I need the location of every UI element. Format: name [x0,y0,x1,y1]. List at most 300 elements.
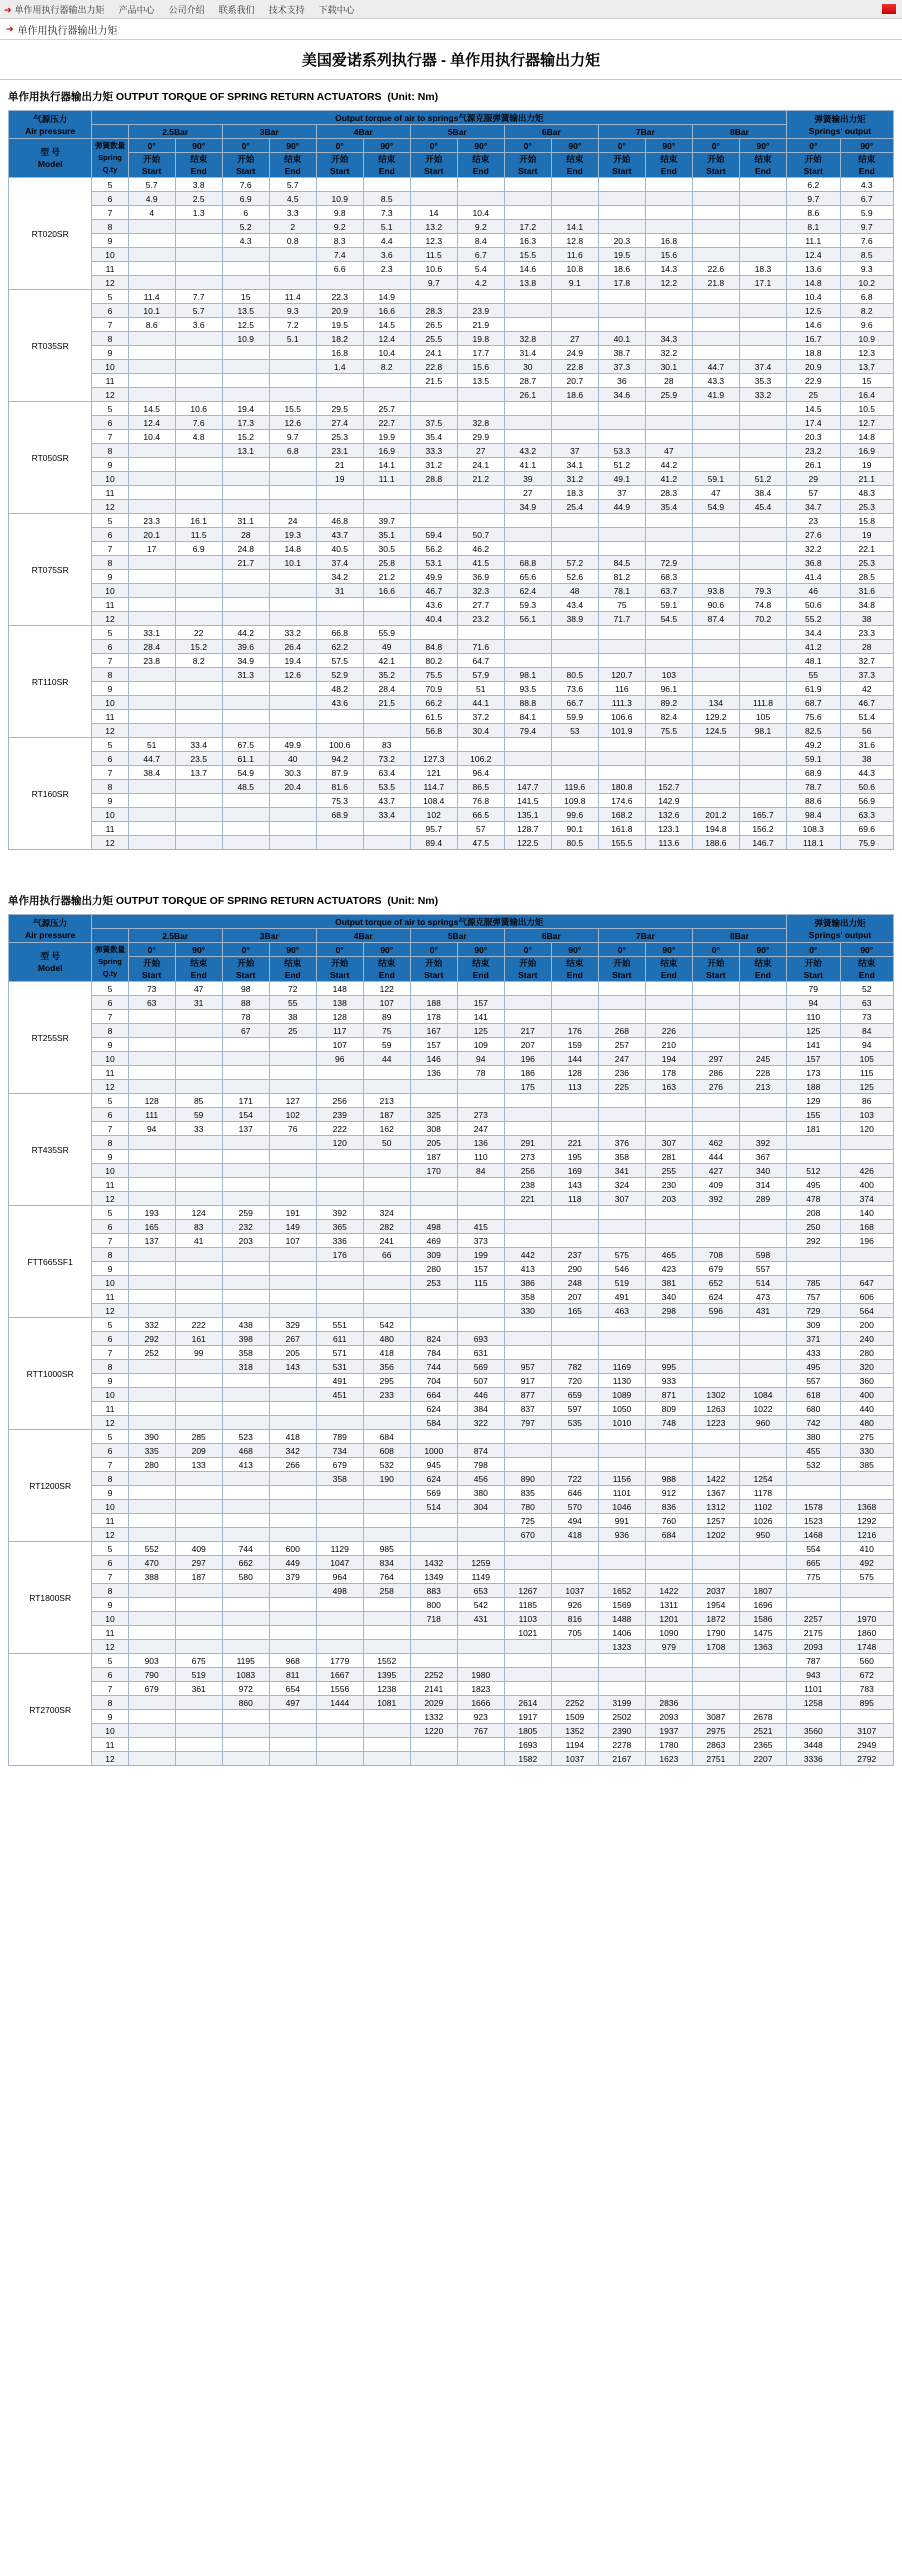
torque-cell: 281 [645,1150,692,1164]
torque-cell [504,1234,551,1248]
torque-cell: 7.7 [175,290,222,304]
torque-cell [504,1206,551,1220]
spring-qty-cell: 7 [92,1682,128,1696]
torque-cell: 38.4 [128,766,175,780]
table-row [9,752,894,766]
torque-cell: 532 [363,1458,410,1472]
torque-cell [645,178,692,192]
torque-cell: 88 [222,996,269,1010]
torque-cell [222,346,269,360]
torque-cell: 110 [457,1150,504,1164]
torque-cell: 1022 [739,1402,786,1416]
torque-cell: 2175 [787,1626,840,1640]
torque-cell: 8.3 [316,234,363,248]
torque-cell: 107 [269,1234,316,1248]
torque-cell: 462 [692,1136,739,1150]
torque-cell: 42.1 [363,654,410,668]
torque-cell: 259 [222,1206,269,1220]
torque-cell [175,1262,222,1276]
torque-cell: 221 [504,1192,551,1206]
torque-cell: 824 [410,1332,457,1346]
start-end-4a: 开始 Start [504,153,551,178]
torque-cell [739,570,786,584]
table-row [9,808,894,822]
torque-cell [504,1108,551,1122]
torque-cell: 39 [504,472,551,486]
torque-cell: 1292 [840,1514,894,1528]
torque-cell [175,360,222,374]
torque-cell [457,626,504,640]
torque-cell: 304 [457,1500,504,1514]
torque-cell [551,1332,598,1346]
spring-qty-cell: 12 [92,500,128,514]
torque-cell: 41.4 [787,570,840,584]
torque-cell [128,612,175,626]
torque-cell [739,542,786,556]
torque-cell [739,1444,786,1458]
torque-cell [692,654,739,668]
torque-cell: 38 [840,612,894,626]
model-cn-2: 型 号 [40,951,60,961]
torque-cell: 41.9 [692,388,739,402]
torque-cell: 542 [363,1318,410,1332]
torque-cell: 33 [175,1122,222,1136]
start-end-2-sp-a: 开始 Start [787,957,840,982]
torque-cell: 23.5 [175,752,222,766]
torque-cell [316,724,363,738]
torque-cell: 1220 [410,1724,457,1738]
start-end-2-2a: 开始 Start [316,957,363,982]
spring-qty-cell: 12 [92,1416,128,1430]
torque-cell: 1954 [692,1598,739,1612]
table-row [9,514,894,528]
torque-cell [457,388,504,402]
torque-cell [269,1598,316,1612]
torque-cell [128,1514,175,1528]
torque-cell: 13.6 [787,262,840,276]
start-end-2-0a: 开始 Start [128,957,175,982]
torque-cell: 21 [316,458,363,472]
spring-qty-cell: 12 [92,276,128,290]
torque-cell [504,318,551,332]
torque-cell: 84.5 [598,556,645,570]
torque-cell: 4.4 [363,234,410,248]
torque-cell: 531 [316,1360,363,1374]
torque-cell: 136 [410,1066,457,1080]
spring-qty-cell: 5 [92,738,128,752]
nav-item-2[interactable]: 联系我们 [218,4,255,15]
model-cell: RT2700SR [9,1654,92,1766]
torque-cell: 143 [551,1178,598,1192]
torque-cell: 14 [410,206,457,220]
torque-cell: 14.6 [504,262,551,276]
torque-cell: 423 [645,1262,692,1276]
torque-cell: 2093 [645,1710,692,1724]
angle-90-h6: 90° [739,139,786,153]
spring-qty-cell: 10 [92,584,128,598]
torque-cell: 248 [551,1276,598,1290]
torque-cell: 102 [269,1108,316,1122]
torque-cell: 180.8 [598,780,645,794]
torque-cell [457,402,504,416]
torque-cell: 1468 [787,1528,840,1542]
spring-qty-cell: 6 [92,1556,128,1570]
torque-cell [692,1542,739,1556]
torque-cell [316,1276,363,1290]
torque-cell: 1395 [363,1668,410,1682]
torque-cell: 2.5 [175,192,222,206]
torque-cell [645,1444,692,1458]
angle-0-h5: 0° [598,139,645,153]
torque-cell: 59.4 [410,528,457,542]
torque-cell: 25.8 [363,556,410,570]
torque-cell: 1101 [787,1682,840,1696]
torque-cell: 532 [787,1458,840,1472]
model-en: Model [37,159,63,169]
torque-cell [175,1290,222,1304]
table-row [9,1192,894,1206]
torque-cell [739,1234,786,1248]
torque-cell: 39.6 [222,640,269,654]
torque-cell [316,1626,363,1640]
nav-item-0[interactable]: 产品中心 [118,4,155,15]
spring-qty-cell: 8 [92,780,128,794]
spring-qty-cell: 6 [92,996,128,1010]
torque-cell: 162 [363,1122,410,1136]
spring-qty-cell: 6 [92,1668,128,1682]
torque-cell [504,1668,551,1682]
torque-cell: 291 [504,1136,551,1150]
torque-cell [316,1612,363,1626]
torque-cell: 945 [410,1458,457,1472]
torque-cell: 1089 [598,1388,645,1402]
torque-cell: 245 [739,1052,786,1066]
torque-cell [692,458,739,472]
table-row [9,682,894,696]
torque-cell: 187 [363,1108,410,1122]
torque-cell: 98.4 [787,808,840,822]
torque-cell [645,528,692,542]
nav-item-4[interactable]: 下载中心 [318,4,355,15]
torque-cell: 273 [457,1108,504,1122]
torque-cell [175,668,222,682]
torque-cell: 35.4 [410,430,457,444]
torque-cell: 2390 [598,1724,645,1738]
torque-cell: 780 [504,1500,551,1514]
torque-cell [598,1430,645,1444]
torque-cell [316,1262,363,1276]
torque-cell: 89.2 [645,696,692,710]
torque-cell [269,458,316,472]
torque-cell: 297 [692,1052,739,1066]
torque-cell: 40.4 [410,612,457,626]
table-row [9,738,894,752]
torque-cell [363,1150,410,1164]
spring-qty-cell: 9 [92,1374,128,1388]
torque-cell: 32.7 [840,654,894,668]
torque-cell [692,1570,739,1584]
torque-cell: 834 [363,1556,410,1570]
torque-cell [787,1710,840,1724]
torque-cell: 88.6 [787,794,840,808]
start-end-2-5a: 开始 Start [598,957,645,982]
torque-cell: 373 [457,1234,504,1248]
air-pressure-en: Air pressure [25,125,76,136]
torque-cell [175,388,222,402]
springs-output-header-2 [787,915,894,943]
torque-cell [128,346,175,360]
torque-cell: 33.2 [269,626,316,640]
torque-cell: 24.8 [222,542,269,556]
torque-cell: 358 [598,1150,645,1164]
torque-cell [598,1332,645,1346]
torque-cell: 268 [598,1024,645,1038]
table-row [9,444,894,458]
torque-cell [739,192,786,206]
torque-cell: 2521 [739,1724,786,1738]
torque-cell: 514 [739,1276,786,1290]
table-row [9,1038,894,1052]
torque-cell: 1578 [787,1500,840,1514]
torque-cell [598,178,645,192]
torque-cell [316,1150,363,1164]
torque-cell: 53.5 [363,780,410,794]
torque-cell: 35.1 [363,528,410,542]
torque-cell: 376 [598,1136,645,1150]
torque-cell: 1323 [598,1640,645,1654]
torque-cell: 20.7 [551,374,598,388]
section2-title-en: OUTPUT TORQUE OF SPRING RETURN ACTUATORS [115,895,382,907]
torque-cell: 1195 [222,1654,269,1668]
torque-cell: 2278 [598,1738,645,1752]
torque-cell [222,808,269,822]
torque-cell: 135.1 [504,808,551,822]
torque-cell [410,1542,457,1556]
torque-cell [175,1374,222,1388]
start-end-2-6a: 开始 Start [692,957,739,982]
spring-qty-cell: 5 [92,514,128,528]
torque-cell: 340 [739,1164,786,1178]
torque-cell [551,982,598,996]
torque-cell [598,1234,645,1248]
torque-cell: 6.6 [316,262,363,276]
spring-qty-header-2: 弹簧数量 Spring Q.ty [92,943,128,982]
torque-cell: 6.8 [840,290,894,304]
torque-cell [692,304,739,318]
torque-cell [645,654,692,668]
spring-qty-cell: 6 [92,1220,128,1234]
torque-cell: 684 [363,1430,410,1444]
torque-cell [692,1556,739,1570]
torque-cell: 1302 [692,1388,739,1402]
torque-cell: 79 [787,982,840,996]
torque-cell [645,766,692,780]
torque-cell: 2975 [692,1724,739,1738]
torque-cell [316,612,363,626]
angle-90-2h4: 90° [551,943,598,957]
torque-cell [598,1542,645,1556]
model-cell: RT075SR [9,514,92,626]
torque-cell [128,682,175,696]
torque-cell: 33.1 [128,626,175,640]
torque-cell [504,982,551,996]
torque-cell: 16.9 [840,444,894,458]
table-row [9,1738,894,1752]
torque-cell: 121 [410,766,457,780]
torque-cell: 188 [787,1080,840,1094]
torque-cell [457,1206,504,1220]
torque-cell: 40 [269,752,316,766]
torque-cell: 49.2 [787,738,840,752]
torque-cell [316,1178,363,1192]
torque-cell [598,1654,645,1668]
torque-cell [128,486,175,500]
air-pressure-en-2: Air pressure [25,929,76,940]
torque-cell: 427 [692,1164,739,1178]
torque-cell: 972 [222,1682,269,1696]
torque-cell [128,1388,175,1402]
torque-cell: 28.4 [363,682,410,696]
torque-cell: 320 [840,1360,894,1374]
torque-cell: 44.7 [128,752,175,766]
spring-qty-cell: 10 [92,1500,128,1514]
torque-cell [222,696,269,710]
torque-cell: 34.4 [787,626,840,640]
torque-cell: 25.3 [840,500,894,514]
model-cn: 型 号 [40,147,60,157]
torque-cell [645,640,692,654]
torque-cell: 48.1 [787,654,840,668]
section1-unit: (Unit: Nm) [387,91,439,103]
torque-cell: 105 [739,710,786,724]
torque-cell [504,1430,551,1444]
spring-qty-cell: 5 [92,290,128,304]
table-row [9,542,894,556]
table-row [9,220,894,234]
torque-cell [222,1486,269,1500]
torque-cell [128,794,175,808]
torque-cell [222,1472,269,1486]
torque-cell: 22.8 [410,360,457,374]
breadcrumb[interactable]: ➔ 单作用执行器输出力矩 [4,4,105,15]
torque-cell: 53.3 [598,444,645,458]
torque-cell: 6.7 [840,192,894,206]
torque-cell: 9.7 [840,220,894,234]
torque-cell: 148 [316,982,363,996]
torque-cell: 596 [692,1304,739,1318]
torque-cell: 1169 [598,1360,645,1374]
torque-cell: 75.5 [645,724,692,738]
spring-qty-cell: 7 [92,766,128,780]
torque-cell: 41 [175,1234,222,1248]
torque-cell: 800 [410,1598,457,1612]
table-row [9,1248,894,1262]
torque-cell [175,1388,222,1402]
table2-header [9,915,894,982]
torque-cell: 27 [551,332,598,346]
torque-cell: 43.6 [316,696,363,710]
torque-cell [128,1248,175,1262]
torque-cell: 646 [551,1486,598,1500]
torque-cell [739,1346,786,1360]
torque-cell [175,1024,222,1038]
torque-cell [128,1276,175,1290]
torque-cell [128,780,175,794]
torque-cell: 9.3 [269,304,316,318]
torque-cell: 59.3 [504,598,551,612]
torque-cell [128,1066,175,1080]
torque-cell: 341 [598,1164,645,1178]
torque-cell: 507 [457,1374,504,1388]
torque-cell: 19 [840,458,894,472]
torque-cell [504,1542,551,1556]
nav-item-3[interactable]: 技术支持 [268,4,305,15]
torque-cell [598,206,645,220]
torque-cell: 155 [787,1108,840,1122]
torque-cell [363,1724,410,1738]
arrow-icon: ➔ [4,4,12,15]
torque-cell [598,996,645,1010]
torque-cell: 27.6 [787,528,840,542]
torque-cell: 16.3 [504,234,551,248]
torque-cell: 1010 [598,1416,645,1430]
torque-cell: 90.1 [551,822,598,836]
torque-cell [692,682,739,696]
torque-cell [269,1724,316,1738]
table-row [9,598,894,612]
torque-cell: 36 [598,374,645,388]
torque-cell: 17.2 [504,220,551,234]
torque-cell: 63 [128,996,175,1010]
torque-cell: 979 [645,1640,692,1654]
torque-cell: 106.6 [598,710,645,724]
torque-cell [175,500,222,514]
torque-cell [504,1640,551,1654]
torque-cell: 10.4 [457,206,504,220]
torque-cell: 165 [128,1220,175,1234]
torque-cell [457,738,504,752]
torque-cell: 720 [551,1374,598,1388]
torque-cell: 67 [222,1024,269,1038]
torque-cell: 329 [269,1318,316,1332]
torque-cell: 19.5 [316,318,363,332]
torque-cell: 44.2 [645,458,692,472]
torque-cell: 44 [363,1052,410,1066]
torque-cell [692,1108,739,1122]
torque-cell [692,234,739,248]
torque-cell: 2029 [410,1696,457,1710]
torque-cell [551,192,598,206]
torque-cell: 478 [787,1192,840,1206]
torque-cell: 5.4 [457,262,504,276]
torque-cell [457,1430,504,1444]
torque-cell: 1149 [457,1570,504,1584]
torque-cell: 665 [787,1556,840,1570]
torque-cell [222,374,269,388]
torque-cell: 705 [551,1626,598,1640]
torque-cell: 455 [787,1444,840,1458]
torque-cell: 2863 [692,1738,739,1752]
nav-item-1[interactable]: 公司介绍 [168,4,205,15]
torque-cell [457,1304,504,1318]
torque-cell [269,1612,316,1626]
torque-cell [692,982,739,996]
torque-cell [551,752,598,766]
table-row [9,1430,894,1444]
torque-cell [739,332,786,346]
torque-cell: 14.1 [551,220,598,234]
torque-cell [363,822,410,836]
